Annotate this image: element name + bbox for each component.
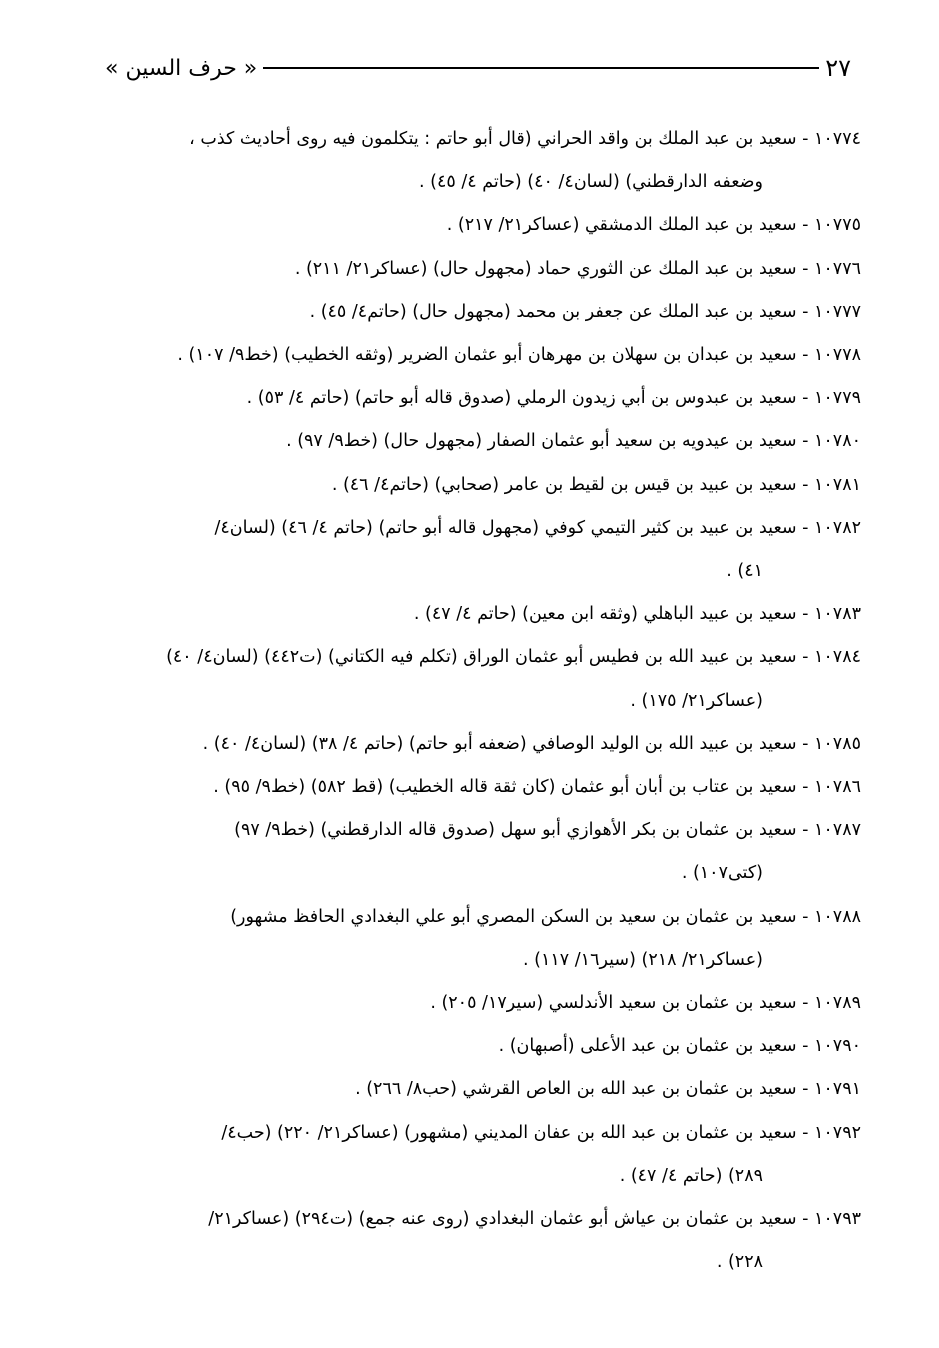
entry-line: ١٠٧٨٥ - سعيد بن عبيد الله بن الوليد الوصافي (ضعفه أبو حاتم) (حاتم ٤/ ٣٨) (لسان٤/ ٤٠) . (202, 733, 861, 754)
entry-line: ١٠٧٨٧ - سعيد بن عثمان بن بكر الأهوازي أبو سهل (صدوق قاله الدارقطني) (خط٩/ ٩٧) (234, 820, 861, 841)
entry-line: ١٠٧٩٢ - سعيد بن عثمان بن عبد الله بن عفان المديني (مشهور) (عساكر٢١/ ٢٢٠) (حب٤/ (221, 1122, 861, 1143)
page-header (95, 50, 859, 86)
entry-continuation: وضعفه الدارقطني) (لسان٤/ ٤٠) (حاتم ٤/ ٤٥) . (419, 172, 763, 193)
entry-line: ١٠٧٧٥ - سعيد بن عبد الملك الدمشقي (عساكر٢١/ ٢١٧) . (446, 215, 861, 236)
entry-continuation: (عساكر٢١/ ١٧٥) . (630, 690, 763, 711)
entry-line: ١٠٧٧٧ - سعيد بن عبد الملك عن جعفر بن محمد (مجهول حال) (حاتم٤/ ٤٥) . (309, 301, 861, 322)
entry-line: ١٠٧٨٣ - سعيد بن عبيد الباهلي (وثقه ابن معين) (حاتم ٤/ ٤٧) . (413, 604, 861, 625)
entry-10788 (95, 896, 861, 982)
entry-line: ١٠٧٨٦ - سعيد بن عتاب بن أبان أبو عثمان (كان ثقة قاله الخطيب) (قط ٥٨٢) (خط٩/ ٩٥) . (213, 777, 861, 798)
entry-10775 (95, 204, 861, 247)
entry-line: ١٠٧٩٣ - سعيد بن عثمان بن عياش أبو عثمان البغدادي (روى عنه جمع) (ت٢٩٤) (عساكر٢١/ (208, 1209, 861, 1230)
entry-10792 (95, 1112, 861, 1198)
entry-10780 (95, 420, 861, 463)
entry-10778 (95, 334, 861, 377)
entry-continuation: ٢٢٨) . (716, 1252, 763, 1273)
entry-10787 (95, 809, 861, 895)
entry-10777 (95, 291, 861, 334)
entry-line: ١٠٧٨٩ - سعيد بن عثمان بن سعيد الأندلسي (سير١٧/ ٢٠٥) . (430, 993, 861, 1014)
entry-10789 (95, 982, 861, 1025)
entry-line: ١٠٧٩٠ - سعيد بن عثمان بن عبد الأعلى (أصبهان) . (498, 1036, 861, 1057)
entry-10781 (95, 464, 861, 507)
entry-10790 (95, 1025, 861, 1068)
entry-continuation: (كتى١٠٧) . (681, 863, 763, 884)
entry-line: ١٠٧٨١ - سعيد بن عبيد بن قيس بن لقيط بن عامر (صحابي) (حاتم٤/ ٤٦) . (331, 474, 861, 495)
entry-line: ١٠٧٧٩ - سعيد بن عبدوس بن أبي زيدون الرملي (صدوق قاله أبو حاتم) (حاتم ٤/ ٥٣) . (246, 388, 861, 409)
entry-line: ١٠٧٨٨ - سعيد بن عثمان بن سعيد بن السكن المصري أبو علي البغدادي الحافظ مشهور) (230, 906, 861, 927)
entry-10779 (95, 377, 861, 420)
entry-line: ١٠٧٨٠ - سعيد بن عيدويه بن سعيد أبو عثمان الصفار (مجهول حال) (خط٩/ ٩٧) . (286, 431, 861, 452)
entry-10791 (95, 1068, 861, 1111)
entry-line: ١٠٧٧٤ - سعيد بن عبد الملك بن واقد الحراني (قال أبو حاتم : يتكلمون فيه روى أحاديث كذب ، (189, 129, 861, 149)
entry-10774 (95, 118, 861, 204)
entry-continuation: ٤١) . (726, 561, 763, 582)
entry-10785 (95, 723, 861, 766)
entry-line: ١٠٧٧٦ - سعيد بن عبد الملك عن الثوري حماد (مجهول حال) (عساكر٢١/ ٢١١) . (294, 258, 861, 279)
entry-10782 (95, 507, 861, 593)
entry-10783 (95, 593, 861, 636)
entries-list (95, 118, 861, 1284)
running-title: « حرف السين » (105, 55, 258, 81)
entry-continuation: ٢٨٩) (حاتم ٤/ ٤٧) . (619, 1165, 763, 1186)
page-number: ٢٧ (825, 54, 851, 82)
entry-10786 (95, 766, 861, 809)
entry-line: ١٠٧٨٤ - سعيد بن عبيد الله بن فطيس أبو عثمان الوراق (تكلم فيه الكتاني) (ت٤٤٢) (لسان٤/ ٤٠) (166, 647, 861, 668)
entry-10793 (95, 1198, 861, 1284)
header-rule (263, 67, 819, 69)
entry-line: ١٠٧٧٨ - سعيد بن عبدان بن سهلان بن مهرهان أبو عثمان الضرير (وثقه الخطيب) (خط٩/ ١٠٧) . (177, 345, 861, 366)
entry-continuation: (عساكر٢١/ ٢١٨) (سير١٦/ ١١٧) . (523, 949, 763, 970)
entry-line: ١٠٧٩١ - سعيد بن عثمان بن عبد الله بن العاص القرشي (حب٨/ ٢٦٦) . (355, 1079, 861, 1100)
entry-line: ١٠٧٨٢ - سعيد بن عبيد بن كثير التيمي كوفي (مجهول قاله أبو حاتم) (حاتم ٤/ ٤٦) (لسان٤/ (214, 517, 861, 538)
entry-10784 (95, 636, 861, 722)
entry-10776 (95, 248, 861, 291)
